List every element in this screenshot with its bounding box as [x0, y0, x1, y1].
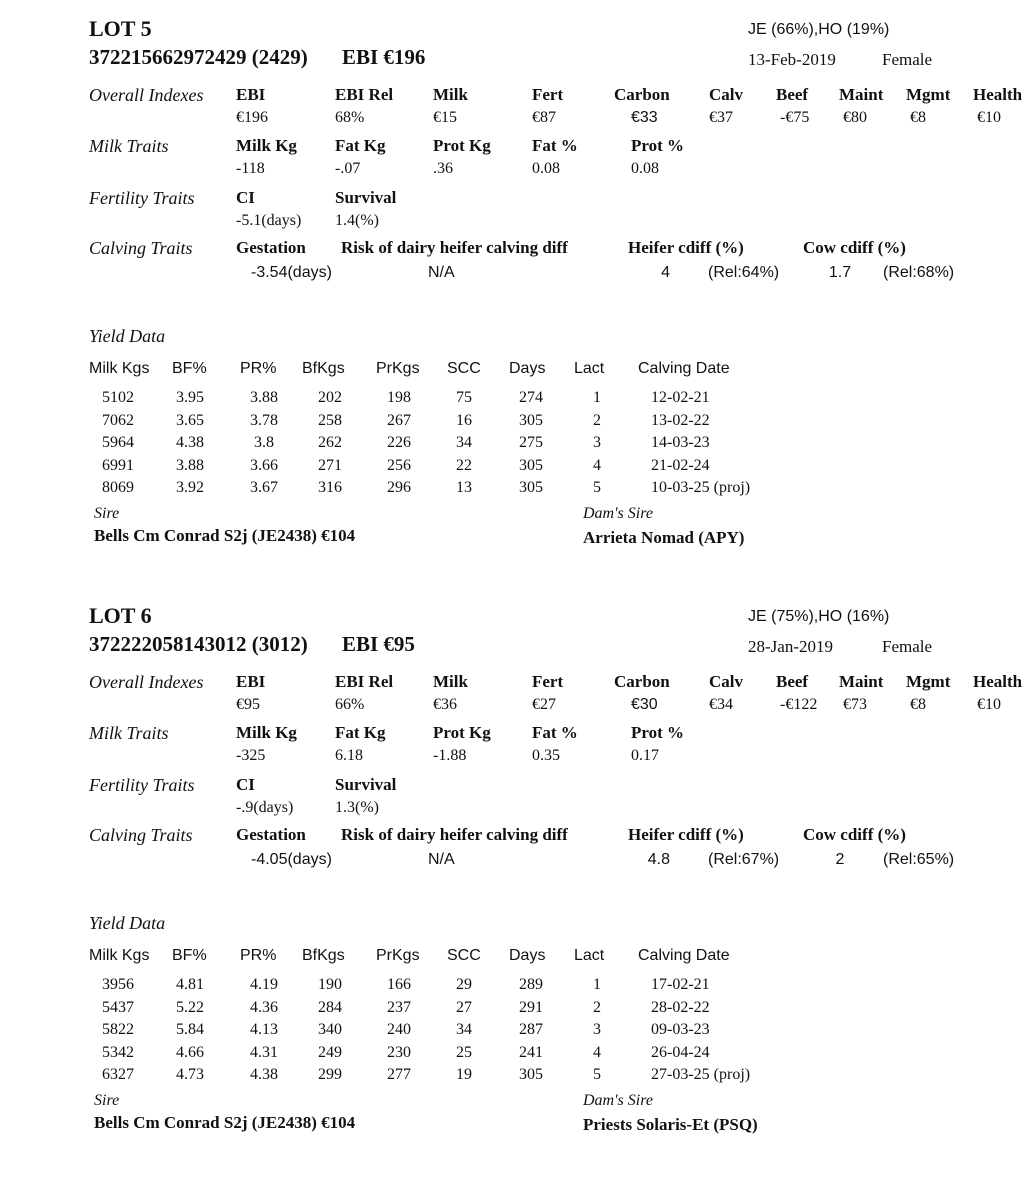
calving-value-risk: N/A	[428, 851, 455, 868]
yield-cell: 237	[387, 998, 411, 1016]
overall-index-header: Milk	[433, 85, 468, 104]
yield-cell: 4.19	[250, 976, 278, 993]
milk-trait-value: 0.35	[532, 747, 560, 764]
milk-trait-value: -1.88	[433, 747, 467, 764]
yield-cell: 299	[318, 1066, 342, 1083]
overall-index-value: €15	[433, 109, 457, 126]
overall-index-header: EBI	[236, 85, 266, 104]
yield-column-header: Lact	[574, 360, 605, 377]
ebi-headline: EBI €196	[342, 45, 426, 69]
overall-index-value: €73	[843, 696, 867, 713]
milk-trait-header: Fat Kg	[335, 136, 386, 155]
yield-cell: 3.88	[250, 389, 278, 406]
yield-cell: 25	[456, 1043, 472, 1061]
yield-cell: 258	[318, 411, 342, 429]
yield-cell: 34	[456, 1021, 472, 1038]
yield-cell-calving-date: 09-03-23	[651, 1021, 710, 1038]
yield-column-header: Milk Kgs	[89, 947, 150, 964]
overall-index-header: Maint	[839, 85, 884, 104]
yield-column-header: Calving Date	[638, 360, 730, 377]
yield-column-header: BfKgs	[302, 947, 345, 964]
yield-cell: 6991	[102, 456, 134, 474]
yield-cell: 274	[519, 389, 543, 406]
yield-cell: 5	[593, 1066, 601, 1083]
yield-cell: 5964	[102, 434, 134, 451]
overall-index-header: Health	[973, 85, 1023, 104]
calving-header-cow-cdiff: Cow cdiff (%)	[803, 238, 906, 257]
yield-cell: 4	[593, 456, 601, 474]
overall-index-value: €95	[236, 696, 260, 713]
calving-value-gestation: -3.54(days)	[251, 264, 332, 281]
yield-cell-calving-date: 26-04-24	[651, 1043, 710, 1061]
yield-cell: 340	[318, 1021, 342, 1038]
yield-cell: 27	[456, 998, 472, 1016]
yield-cell: 291	[519, 998, 543, 1016]
yield-cell: 3.78	[250, 411, 278, 429]
breed-composition: JE (66%),HO (19%)	[748, 21, 890, 38]
yield-cell: 5.22	[176, 998, 204, 1016]
milk-trait-value: 0.17	[631, 747, 659, 764]
calving-header-gestation: Gestation	[236, 825, 306, 844]
overall-index-value: €36	[433, 696, 457, 713]
fertility-header-ci: CI	[236, 775, 255, 794]
fertility-value-survival: 1.4(%)	[335, 212, 379, 229]
calving-value-risk: N/A	[428, 264, 455, 281]
yield-cell: 240	[387, 1021, 411, 1038]
milk-trait-header: Fat %	[532, 136, 578, 155]
yield-cell: 305	[519, 456, 543, 474]
overall-index-header: Fert	[532, 672, 564, 691]
yield-cell: 5342	[102, 1043, 134, 1061]
yield-cell-calving-date: 12-02-21	[651, 389, 710, 406]
milk-trait-header: Fat Kg	[335, 723, 386, 742]
calving-value-cow-cdiff: 1.7	[828, 264, 852, 281]
yield-cell: 1	[593, 976, 601, 993]
yield-cell: 262	[318, 434, 342, 451]
calving-header-risk: Risk of dairy heifer calving diff	[341, 238, 568, 257]
yield-cell-calving-date: 13-02-22	[651, 411, 710, 429]
yield-column-header: Days	[509, 947, 546, 964]
yield-column-header: BF%	[172, 360, 207, 377]
overall-index-header: EBI	[236, 672, 266, 691]
yield-cell: 4.38	[176, 434, 204, 451]
section-label-overall-indexes: Overall Indexes	[89, 672, 204, 692]
sex: Female	[882, 50, 933, 69]
milk-trait-value: 0.08	[532, 160, 560, 177]
overall-index-header: Calv	[709, 85, 743, 104]
yield-column-header: SCC	[447, 947, 481, 964]
yield-cell: 75	[456, 389, 472, 406]
milk-trait-value: -118	[236, 160, 265, 177]
milk-trait-header: Prot %	[631, 723, 685, 742]
fertility-value-survival: 1.3(%)	[335, 799, 379, 816]
yield-cell: 267	[387, 411, 411, 429]
sex: Female	[882, 637, 933, 656]
milk-trait-value: 0.08	[631, 160, 659, 177]
breed-composition: JE (75%),HO (16%)	[748, 608, 890, 625]
overall-index-value: 68%	[335, 109, 365, 126]
sire-name: Bells Cm Conrad S2j (JE2438) €104	[94, 1113, 356, 1132]
milk-trait-value: -325	[236, 747, 266, 764]
dam-sire-name: Priests Solaris-Et (PSQ)	[583, 1115, 758, 1134]
lot-block	[0, 0, 1036, 580]
overall-index-value: €37	[709, 109, 733, 126]
overall-index-header: EBI Rel	[335, 85, 394, 104]
overall-index-value: €196	[236, 109, 268, 126]
yield-column-header: Calving Date	[638, 947, 730, 964]
yield-cell: 249	[318, 1043, 342, 1061]
sire-name: Bells Cm Conrad S2j (JE2438) €104	[94, 526, 356, 545]
overall-index-value: -€75	[780, 109, 810, 126]
yield-cell: 3	[593, 1021, 601, 1038]
calving-header-gestation: Gestation	[236, 238, 306, 257]
milk-trait-header: Fat %	[532, 723, 578, 742]
calving-header-risk: Risk of dairy heifer calving diff	[341, 825, 568, 844]
dam-sire-name: Arrieta Nomad (APY)	[583, 528, 745, 547]
yield-column-header: Days	[509, 360, 546, 377]
milk-trait-value: .36	[433, 160, 453, 177]
yield-cell: 277	[387, 1066, 411, 1083]
yield-cell: 166	[387, 976, 411, 993]
yield-cell: 316	[318, 479, 342, 496]
yield-cell: 6327	[102, 1066, 134, 1083]
yield-cell: 13	[456, 479, 472, 496]
section-label-calving-traits: Calving Traits	[89, 825, 193, 845]
overall-index-value: -€122	[780, 696, 818, 713]
yield-cell: 22	[456, 456, 472, 474]
yield-column-header: SCC	[447, 360, 481, 377]
yield-cell-calving-date: 17-02-21	[651, 976, 710, 993]
yield-cell: 5437	[102, 998, 134, 1016]
overall-index-value: €30	[631, 696, 658, 713]
yield-cell: 3956	[102, 976, 134, 993]
yield-cell: 34	[456, 434, 472, 451]
yield-cell: 256	[387, 456, 411, 474]
yield-cell: 3	[593, 434, 601, 451]
yield-cell: 226	[387, 434, 411, 451]
yield-cell: 3.92	[176, 479, 204, 496]
fertility-value-ci: -5.1(days)	[236, 212, 302, 229]
date-of-birth: 28-Jan-2019	[748, 637, 833, 656]
yield-cell: 287	[519, 1021, 543, 1038]
overall-index-value: €8	[910, 109, 926, 126]
yield-cell: 3.88	[176, 456, 204, 474]
milk-trait-header: Milk Kg	[236, 723, 297, 742]
yield-cell: 5102	[102, 389, 134, 406]
yield-cell: 284	[318, 998, 342, 1016]
yield-column-header: PrKgs	[376, 947, 420, 964]
overall-index-value: €33	[631, 109, 658, 126]
yield-column-header: Lact	[574, 947, 605, 964]
overall-index-header: Carbon	[614, 85, 670, 104]
yield-cell: 2	[593, 411, 601, 429]
overall-index-header: Carbon	[614, 672, 670, 691]
overall-index-header: Calv	[709, 672, 743, 691]
yield-cell: 1	[593, 389, 601, 406]
overall-index-value: €8	[910, 696, 926, 713]
yield-cell: 271	[318, 456, 342, 474]
overall-index-header: Beef	[776, 672, 809, 691]
milk-trait-header: Milk Kg	[236, 136, 297, 155]
yield-cell: 4	[593, 1043, 601, 1061]
yield-cell: 16	[456, 411, 472, 429]
overall-index-value: €10	[977, 109, 1001, 126]
yield-cell-calving-date: 14-03-23	[651, 434, 710, 451]
yield-cell: 8069	[102, 479, 134, 496]
section-label-yield-data: Yield Data	[89, 913, 166, 933]
yield-cell: 4.66	[176, 1043, 204, 1061]
overall-index-header: Health	[973, 672, 1023, 691]
yield-cell: 4.73	[176, 1066, 204, 1083]
yield-cell: 4.81	[176, 976, 204, 993]
fertility-header-survival: Survival	[335, 188, 397, 207]
section-label-milk-traits: Milk Traits	[89, 723, 169, 743]
yield-cell: 305	[519, 479, 543, 496]
yield-cell: 202	[318, 389, 342, 406]
yield-column-header: PrKgs	[376, 360, 420, 377]
calving-value-gestation: -4.05(days)	[251, 851, 332, 868]
milk-trait-header: Prot Kg	[433, 136, 491, 155]
yield-cell-calving-date: 10-03-25 (proj)	[651, 479, 751, 496]
dam-sire-label: Dam's Sire	[583, 1092, 653, 1109]
calving-value-heifer-cdiff: 4	[661, 264, 670, 281]
lot-title: LOT 6	[89, 603, 152, 628]
fertility-header-survival: Survival	[335, 775, 397, 794]
yield-cell: 3.65	[176, 411, 204, 429]
date-of-birth: 13-Feb-2019	[748, 50, 836, 69]
milk-trait-header: Prot Kg	[433, 723, 491, 742]
yield-cell: 241	[519, 1043, 543, 1061]
overall-index-header: Mgmt	[906, 672, 951, 691]
overall-index-value: €34	[709, 696, 733, 713]
yield-cell: 230	[387, 1043, 411, 1061]
calving-value-heifer-rel: (Rel:64%)	[708, 264, 780, 281]
overall-index-value: €27	[532, 696, 556, 713]
section-label-milk-traits: Milk Traits	[89, 136, 169, 156]
section-label-calving-traits: Calving Traits	[89, 238, 193, 258]
yield-cell: 4.13	[250, 1021, 278, 1038]
yield-cell: 305	[519, 1066, 543, 1083]
lot-title: LOT 5	[89, 16, 152, 41]
calving-value-heifer-rel: (Rel:67%)	[708, 851, 780, 868]
overall-index-value: 66%	[335, 696, 365, 713]
section-label-overall-indexes: Overall Indexes	[89, 85, 204, 105]
yield-cell: 4.31	[250, 1043, 278, 1061]
yield-cell: 198	[387, 389, 411, 406]
calving-header-heifer-cdiff: Heifer cdiff (%)	[628, 238, 744, 257]
calving-value-cow-rel: (Rel:68%)	[883, 264, 955, 281]
yield-cell: 296	[387, 479, 411, 496]
calving-header-heifer-cdiff: Heifer cdiff (%)	[628, 825, 744, 844]
milk-trait-header: Prot %	[631, 136, 685, 155]
overall-index-header: Maint	[839, 672, 884, 691]
yield-cell: 29	[456, 976, 472, 993]
ebi-headline: EBI €95	[342, 632, 415, 656]
yield-cell: 190	[318, 976, 342, 993]
overall-index-header: Milk	[433, 672, 468, 691]
yield-cell: 4.38	[250, 1066, 278, 1083]
sire-label: Sire	[94, 505, 120, 522]
yield-column-header: PR%	[240, 360, 277, 377]
milk-trait-value: -.07	[335, 160, 361, 177]
overall-index-header: Beef	[776, 85, 809, 104]
yield-column-header: Milk Kgs	[89, 360, 150, 377]
yield-column-header: PR%	[240, 947, 277, 964]
lot-block	[0, 587, 1036, 1167]
section-label-fertility-traits: Fertility Traits	[89, 188, 195, 208]
calving-value-heifer-cdiff: 4.8	[647, 851, 670, 868]
animal-tag-number: 372222058143012 (3012)	[89, 632, 308, 656]
yield-cell: 289	[519, 976, 543, 993]
yield-cell: 2	[593, 998, 601, 1016]
yield-cell: 3.67	[250, 479, 278, 496]
yield-cell: 5822	[102, 1021, 134, 1038]
yield-cell: 7062	[102, 411, 134, 429]
yield-cell: 19	[456, 1066, 472, 1083]
sire-label: Sire	[94, 1092, 120, 1109]
dam-sire-label: Dam's Sire	[583, 505, 653, 522]
yield-cell: 4.36	[250, 998, 278, 1016]
animal-tag-number: 372215662972429 (2429)	[89, 45, 308, 69]
section-label-fertility-traits: Fertility Traits	[89, 775, 195, 795]
yield-cell: 3.8	[254, 434, 274, 451]
yield-column-header: BfKgs	[302, 360, 345, 377]
overall-index-header: Fert	[532, 85, 564, 104]
yield-cell-calving-date: 28-02-22	[651, 998, 710, 1016]
calving-value-cow-cdiff: 2	[835, 851, 845, 868]
overall-index-header: EBI Rel	[335, 672, 394, 691]
yield-cell: 5.84	[176, 1021, 204, 1038]
overall-index-value: €10	[977, 696, 1001, 713]
yield-cell-calving-date: 21-02-24	[651, 456, 710, 474]
yield-cell: 3.66	[250, 456, 278, 474]
yield-cell: 3.95	[176, 389, 204, 406]
section-label-yield-data: Yield Data	[89, 326, 166, 346]
calving-value-cow-rel: (Rel:65%)	[883, 851, 955, 868]
yield-cell-calving-date: 27-03-25 (proj)	[651, 1066, 751, 1083]
yield-cell: 275	[519, 434, 543, 451]
calving-header-cow-cdiff: Cow cdiff (%)	[803, 825, 906, 844]
yield-cell: 5	[593, 479, 601, 496]
overall-index-header: Mgmt	[906, 85, 951, 104]
yield-cell: 305	[519, 411, 543, 429]
milk-trait-value: 6.18	[335, 747, 363, 764]
fertility-header-ci: CI	[236, 188, 255, 207]
yield-column-header: BF%	[172, 947, 207, 964]
fertility-value-ci: -.9(days)	[236, 799, 294, 816]
overall-index-value: €87	[532, 109, 556, 126]
overall-index-value: €80	[843, 109, 867, 126]
